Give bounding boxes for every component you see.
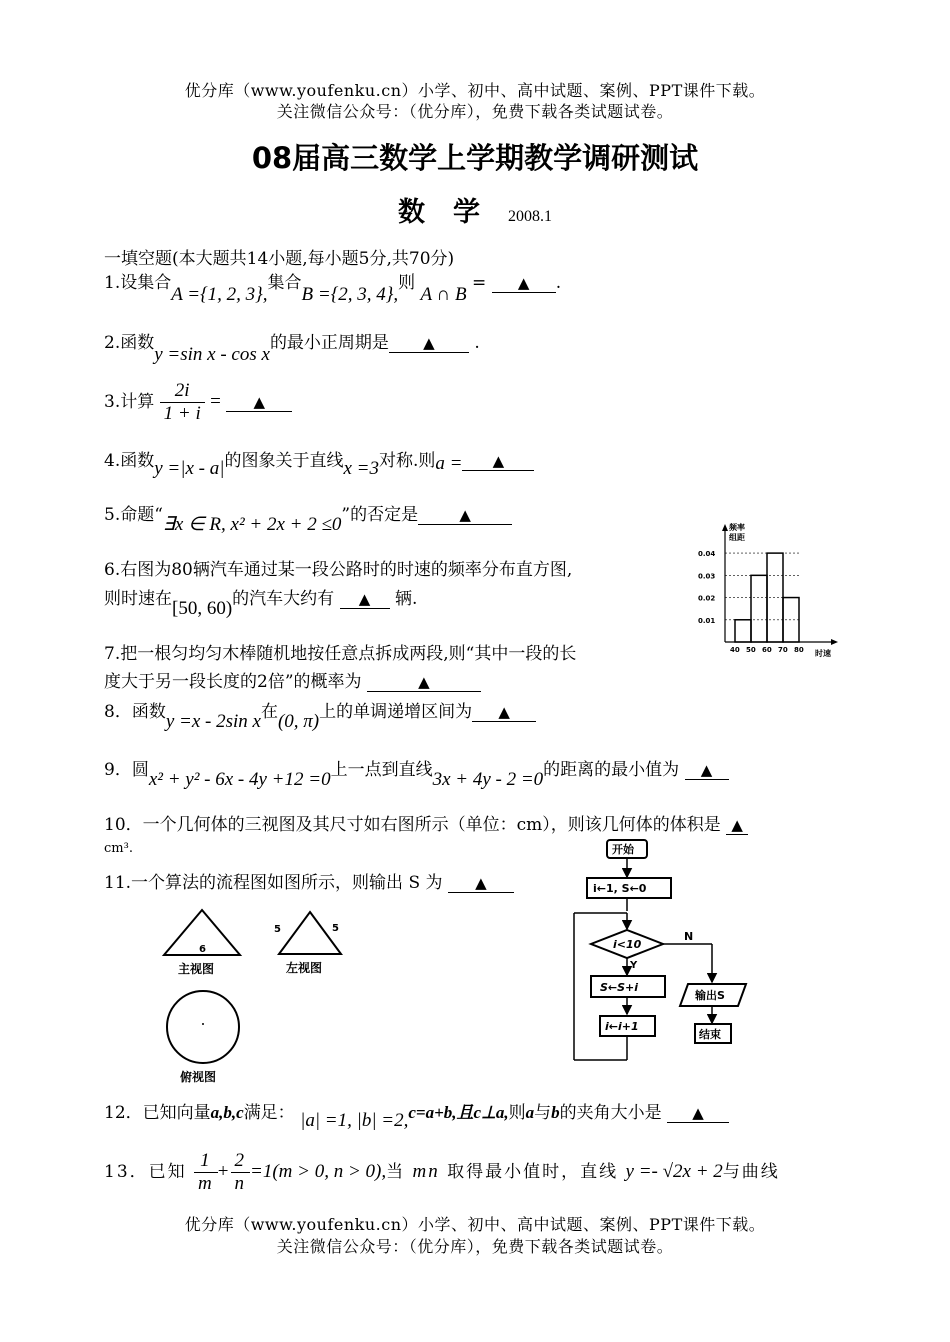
q11-answer-blank[interactable]: ▲ (448, 874, 514, 893)
q12-with: 与 (534, 1103, 552, 1123)
q2-answer-blank[interactable]: ▲ (389, 334, 469, 353)
q4-tail: 对称.则 (378, 451, 436, 471)
q8-lead: 8．函数 (104, 702, 166, 722)
exam-date: 2008.1 (508, 208, 552, 225)
q13-min: 取得最小值时，直线 (447, 1162, 619, 1182)
q12-answer-blank[interactable]: ▲ (667, 1104, 729, 1123)
q12-moduli: |a| =1, |b| =2, (300, 1110, 409, 1131)
q6-tail: 的汽车大约有 (232, 589, 335, 609)
flow-condition-label: i<10 (613, 938, 642, 951)
question-9 (104, 755, 729, 790)
side-view-dim-left: 5 (274, 924, 281, 935)
frequency-histogram (695, 522, 850, 662)
q3-numerator: 2i (160, 380, 205, 403)
flow-update-i-label: i←i+1 (605, 1020, 639, 1033)
q11-text: 11.一个算法的流程图如图所示，则输出 S 为 (104, 873, 443, 893)
histogram-y-tick-label: 0.02 (698, 594, 716, 603)
q13-denominator-2: n (234, 1173, 246, 1194)
histogram-y-arrow (722, 524, 728, 531)
q7-answer-blank[interactable]: ▲ (367, 673, 481, 692)
question-6-line-1: 6.右图为80辆汽车通过某一段公路时的时速的频率分布直方图, (104, 560, 573, 580)
histogram-x-tick-label: 80 (794, 646, 804, 654)
front-view-label: 主视图 (178, 962, 215, 976)
top-view-label: 俯视图 (180, 1070, 217, 1084)
q13-numerator-2: 2 (231, 1150, 251, 1173)
q13-mn: mn (412, 1161, 440, 1182)
flow-update-s-label: S←S+i (600, 981, 639, 994)
q3-answer-blank[interactable]: ▲ (226, 393, 292, 412)
q2-end: . (474, 333, 480, 353)
q5-lead: 5.命题“ (104, 505, 163, 525)
q3-denominator: 1 + i (163, 403, 201, 424)
question-4 (104, 446, 534, 479)
q9-lead: 9．圆 (104, 760, 149, 780)
histogram-ylabel-top: 频率 (729, 523, 745, 532)
q13-lead: 13．已知 (104, 1162, 187, 1182)
q9-mid: 上一点到直线 (330, 760, 433, 780)
three-view-diagram (158, 900, 358, 1090)
histogram-x-arrow (831, 639, 838, 645)
flow-init-label: i←1, S←0 (593, 882, 647, 895)
q1-eq: = (472, 273, 487, 293)
q6-lead: 则时速在 (104, 589, 172, 609)
q4-answer-blank[interactable]: ▲ (462, 452, 534, 471)
q1-mid: 集合 (267, 273, 302, 293)
q3-lead: 3.计算 (104, 392, 155, 412)
histogram-x-tick-label: 70 (778, 646, 788, 654)
q12-then: 则 (508, 1103, 526, 1123)
q4-mid: 的图象关于直线 (224, 451, 344, 471)
q12-condition: c=a+b,且c⊥a, (408, 1103, 509, 1122)
q2-expr: y =sin x - cos x (154, 344, 270, 365)
histogram-x-tick-label: 40 (730, 646, 740, 654)
histogram-bar (751, 575, 767, 642)
footer-line-2: 关注微信公众号：（优分库），免费下载各类试题试卷。 (276, 1237, 674, 1256)
question-5 (104, 500, 512, 535)
q13-numerator-1: 1 (194, 1150, 218, 1173)
question-1 (104, 268, 562, 305)
flow-no-label: N (684, 930, 694, 943)
q8-tail: 上的单调递增区间为 (319, 702, 473, 722)
q4-lead: 4.函数 (104, 451, 155, 471)
flowchart (560, 836, 760, 1068)
flow-start-label: 开始 (612, 843, 634, 856)
histogram-x-tick-label: 50 (746, 646, 756, 654)
q1-set-a: A ={1, 2, 3}, (171, 284, 268, 305)
footer-line-1: 优分库（www.youfenku.cn）小学、初中、高中试题、案例、PPT课件下载。 (184, 1215, 766, 1234)
q10-answer-blank[interactable]: ▲ (726, 816, 748, 835)
q3-eq: = (210, 391, 221, 412)
histogram-y-tick-label: 0.01 (698, 616, 716, 625)
q4-var: a = (435, 453, 463, 474)
q12-vec-b: b (551, 1103, 560, 1122)
header-line-1: 优分库（www.youfenku.cn）小学、初中、高中试题、案例、PPT课件下载。 (184, 81, 766, 100)
q5-answer-blank[interactable]: ▲ (418, 506, 512, 525)
histogram-y-tick-label: 0.04 (698, 550, 716, 559)
q1-then: 则 (398, 273, 416, 293)
q1-answer-blank[interactable]: ▲ (492, 274, 556, 293)
histogram-ylabel-bottom: 组距 (729, 533, 745, 542)
flow-end-label: 结束 (699, 1028, 721, 1041)
q5-tail: ”的否定是 (341, 505, 419, 525)
q9-tail: 的距离的最小值为 (543, 760, 680, 780)
q8-mid: 在 (260, 702, 278, 722)
flow-output-label: 输出S (695, 989, 725, 1002)
q5-expr: ∃x ∈ R, x² + 2x + 2 ≤0 (162, 514, 342, 535)
q2-lead: 2.函数 (104, 333, 155, 353)
q13-condition: =1(m > 0, n > 0), (250, 1161, 387, 1182)
q13-line: y =- √2x + 2 (625, 1161, 723, 1182)
q13-tail: 与曲线 (722, 1162, 780, 1182)
subject-line (0, 190, 950, 229)
page-title: 08届高三数学上学期教学调研测试 (251, 141, 699, 175)
question-11 (104, 868, 514, 893)
q6-answer-blank[interactable]: ▲ (340, 590, 390, 609)
q12-vec-a: a (525, 1103, 535, 1122)
question-10-unit: cm³. (104, 841, 133, 856)
q1-end: . (555, 273, 562, 293)
question-7-line-2 (104, 667, 481, 692)
q3-fraction (160, 380, 205, 425)
q8-expr: y =x - 2sin x (165, 711, 261, 732)
q1-set-b: B ={2, 3, 4}, (301, 284, 399, 305)
q8-interval: (0, π) (277, 711, 320, 732)
q13-denominator-1: m (198, 1173, 214, 1194)
header-line-2: 关注微信公众号：（优分库），免费下载各类试题试卷。 (276, 102, 674, 121)
question-7-line-1: 7.把一根匀均匀木棒随机地按任意点拆成两段,则“其中一段的长 (104, 644, 577, 664)
q12-vectors: a,b,c (210, 1103, 244, 1122)
q4-expr: y =|x - a| (154, 458, 225, 479)
histogram-x-tick-label: 60 (762, 646, 772, 654)
question-10 (104, 810, 748, 835)
top-view-center (202, 1023, 204, 1025)
q1-lead: 1.设集合 (104, 273, 172, 293)
section-header: 一填空题(本大题共14小题,每小题5分,共70分) (104, 249, 455, 269)
q9-answer-blank[interactable]: ▲ (685, 761, 729, 780)
side-view-label: 左视图 (286, 961, 323, 975)
q8-answer-blank[interactable]: ▲ (472, 703, 536, 722)
q12-lead: 12．已知向量 (104, 1103, 211, 1123)
q10-line1: 10．一个几何体的三视图及其尺寸如右图所示（单位：cm），则该几何体的体积是 (104, 815, 721, 835)
front-view-dim: 6 (199, 944, 206, 955)
question-6-line-2 (104, 584, 418, 619)
q13-fraction-2 (231, 1150, 251, 1195)
histogram-xlabel: 时速 (815, 649, 831, 658)
flow-yes-label: Y (630, 960, 638, 971)
q6-interval: [50, 60) (172, 598, 233, 619)
question-12 (104, 1098, 729, 1131)
histogram-y-tick-label: 0.03 (698, 572, 716, 581)
side-view-dim-right: 5 (332, 923, 339, 934)
question-2 (104, 328, 480, 365)
question-3 (104, 380, 292, 425)
histogram-bar (735, 620, 751, 642)
q7-line2: 度大于另一段长度的2倍”的概率为 (104, 672, 362, 692)
top-view-circle (167, 991, 239, 1063)
question-8 (104, 697, 536, 732)
subject: 数学 (398, 197, 508, 228)
q9-circle: x² + y² - 6x - 4y +12 =0 (148, 769, 331, 790)
q13-when: 当 (386, 1162, 406, 1182)
q9-line: 3x + 4y - 2 =0 (432, 769, 544, 790)
q12-mid: 满足： (243, 1103, 295, 1123)
q4-line: x =3 (343, 458, 379, 479)
q6-end: 辆. (394, 589, 418, 609)
question-13: 13．已知 $\frac{1}{m}$ + $\frac{2}{n}$ =1(m > 0, n > 0),当 mn 取得最小值时，直线 y =- √2x + 2与曲线 (104, 1150, 780, 1194)
q13-fraction-1 (194, 1150, 218, 1195)
q2-tail: 的最小正周期是 (269, 333, 389, 353)
q1-expr: A ∩ B (420, 284, 467, 305)
q12-tail: 的夹角大小是 (559, 1103, 662, 1123)
